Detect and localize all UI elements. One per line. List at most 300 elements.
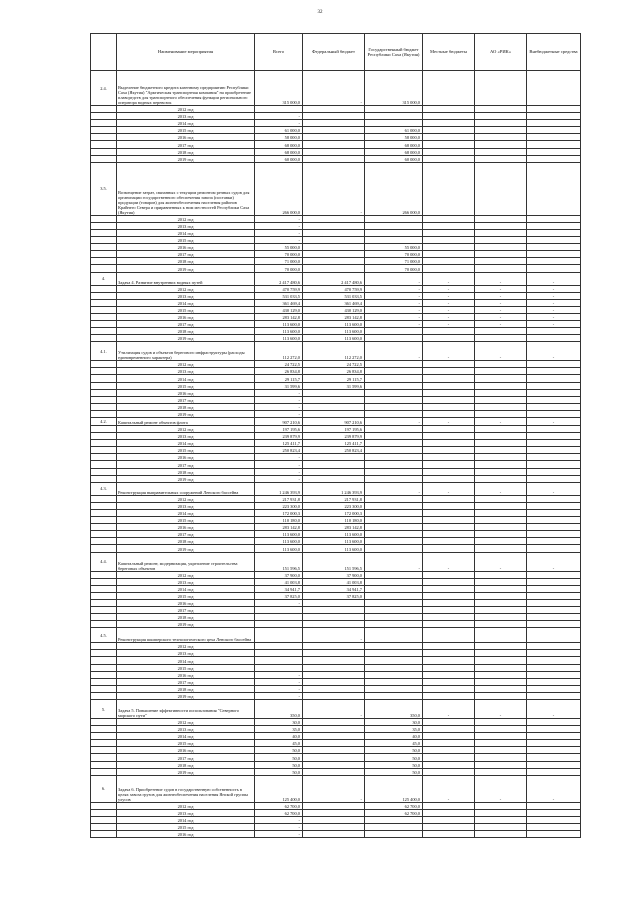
total-cell [255, 643, 303, 650]
republic-cell: 45,0 [365, 740, 423, 747]
rik-cell [475, 606, 527, 613]
local-cell [423, 643, 475, 650]
rik-cell [475, 426, 527, 433]
republic-cell: 70 000,0 [365, 251, 423, 258]
republic-cell [365, 664, 423, 671]
extrabudget-cell: - [527, 418, 581, 426]
year-row [91, 685, 581, 692]
federal-cell [303, 113, 365, 120]
row-number-cell [91, 127, 117, 134]
republic-cell [365, 113, 423, 120]
extrabudget-cell [527, 545, 581, 552]
total-cell: 62 700,0 [255, 809, 303, 816]
total-cell: - [255, 468, 303, 475]
row-number-cell [91, 740, 117, 747]
federal-cell: 113 600,0 [303, 320, 365, 327]
extrabudget-cell [527, 802, 581, 809]
federal-cell: 197 195,6 [303, 426, 365, 433]
year-cell: 2019 год [117, 621, 255, 628]
year-row [91, 134, 581, 141]
republic-cell: 58 000,0 [365, 134, 423, 141]
rik-cell [475, 127, 527, 134]
rik-cell [475, 747, 527, 754]
rik-cell [475, 809, 527, 816]
rik-cell [475, 538, 527, 545]
total-cell: 250 823,4 [255, 447, 303, 454]
year-cell: 2015 год [117, 127, 255, 134]
federal-cell [303, 657, 365, 664]
rik-cell [475, 410, 527, 417]
row-number-cell [91, 113, 117, 120]
extrabudget-cell [527, 229, 581, 236]
header-local: Местные бюджеты [423, 34, 475, 71]
federal-cell [303, 692, 365, 699]
local-cell [423, 671, 475, 678]
year-cell: 2013 год [117, 222, 255, 229]
republic-cell [365, 368, 423, 375]
year-row [91, 313, 581, 320]
year-cell: 2018 год [117, 614, 255, 621]
row-number-cell [91, 545, 117, 552]
total-cell: - [255, 113, 303, 120]
republic-cell: 266 000,0 [365, 162, 423, 215]
republic-cell: - [365, 418, 423, 426]
year-cell: 2017 год [117, 320, 255, 327]
federal-cell: - [303, 71, 365, 106]
row-number-cell [91, 306, 117, 313]
year-cell: 2018 год [117, 685, 255, 692]
republic-cell: 68 000,0 [365, 148, 423, 155]
extrabudget-cell [527, 361, 581, 368]
local-cell [423, 120, 475, 127]
total-cell [255, 664, 303, 671]
row-number-cell [91, 678, 117, 685]
total-cell: 50,0 [255, 747, 303, 754]
total-cell: 907 210,6 [255, 418, 303, 426]
extrabudget-cell [527, 382, 581, 389]
row-number-cell [91, 531, 117, 538]
republic-cell [365, 468, 423, 475]
local-cell [423, 468, 475, 475]
federal-cell: 24 722,5 [303, 361, 365, 368]
rik-cell [475, 468, 527, 475]
extrabudget-cell: - [527, 313, 581, 320]
year-row [91, 768, 581, 775]
local-cell [423, 361, 475, 368]
year-row [91, 113, 581, 120]
year-cell: 2018 год [117, 328, 255, 335]
local-cell [423, 495, 475, 502]
year-row [91, 664, 581, 671]
federal-cell [303, 251, 365, 258]
year-cell: 2019 год [117, 768, 255, 775]
federal-cell: 470 759,9 [303, 285, 365, 292]
row-number-cell [91, 502, 117, 509]
local-cell [423, 747, 475, 754]
year-cell: 2015 год [117, 664, 255, 671]
total-cell: - [255, 403, 303, 410]
row-number-cell [91, 292, 117, 299]
total-cell: 283 142,8 [255, 524, 303, 531]
federal-cell [303, 106, 365, 113]
federal-cell [303, 410, 365, 417]
total-cell: 531 033,5 [255, 292, 303, 299]
year-cell: 2012 год [117, 571, 255, 578]
rik-cell [475, 328, 527, 335]
year-row [91, 299, 581, 306]
rik-cell [475, 802, 527, 809]
republic-cell [365, 650, 423, 657]
year-row [91, 410, 581, 417]
republic-cell [365, 671, 423, 678]
republic-cell [365, 585, 423, 592]
republic-cell [365, 361, 423, 368]
year-row [91, 328, 581, 335]
extrabudget-cell [527, 578, 581, 585]
year-row [91, 831, 581, 838]
year-row [91, 740, 581, 747]
federal-cell [303, 809, 365, 816]
year-cell: 2019 год [117, 265, 255, 272]
row-number-cell [91, 802, 117, 809]
row-number-cell [91, 361, 117, 368]
year-cell: 2014 год [117, 120, 255, 127]
rik-cell [475, 754, 527, 761]
federal-cell [303, 733, 365, 740]
row-number-cell: 4. [91, 272, 117, 285]
rik-cell [475, 719, 527, 726]
year-row [91, 396, 581, 403]
row-number-cell [91, 692, 117, 699]
rik-cell [475, 237, 527, 244]
total-cell: - [255, 816, 303, 823]
total-cell: 37 900,0 [255, 571, 303, 578]
year-row [91, 692, 581, 699]
local-cell [423, 509, 475, 516]
year-cell: 2017 год [117, 141, 255, 148]
local-cell [423, 726, 475, 733]
extrabudget-cell [527, 599, 581, 606]
local-cell [423, 802, 475, 809]
rik-cell: - [475, 299, 527, 306]
total-cell: 26 834,8 [255, 368, 303, 375]
year-row [91, 657, 581, 664]
year-cell: 2012 год [117, 495, 255, 502]
republic-cell: 50,0 [365, 761, 423, 768]
total-cell: 50,0 [255, 754, 303, 761]
federal-cell [303, 403, 365, 410]
row-number-cell [91, 155, 117, 162]
rik-cell [475, 495, 527, 502]
year-cell: 2016 год [117, 524, 255, 531]
activity-row [91, 162, 581, 215]
extrabudget-cell [527, 106, 581, 113]
year-row [91, 809, 581, 816]
local-cell [423, 251, 475, 258]
header-total: Всего [255, 34, 303, 71]
extrabudget-cell [527, 403, 581, 410]
local-cell [423, 692, 475, 699]
total-cell: 361 469,4 [255, 299, 303, 306]
local-cell [423, 389, 475, 396]
row-number-cell [91, 650, 117, 657]
extrabudget-cell [527, 113, 581, 120]
total-cell: - [255, 215, 303, 222]
total-cell: 60 000,0 [255, 155, 303, 162]
total-cell: 2 417 480,6 [255, 272, 303, 285]
extrabudget-cell [527, 509, 581, 516]
rik-cell [475, 475, 527, 482]
rik-cell [475, 389, 527, 396]
total-cell: 112 272,0 [255, 342, 303, 361]
republic-cell: - [365, 342, 423, 361]
rik-cell [475, 509, 527, 516]
local-cell [423, 578, 475, 585]
year-row [91, 148, 581, 155]
year-row [91, 606, 581, 613]
local-cell [423, 222, 475, 229]
extrabudget-cell [527, 141, 581, 148]
extrabudget-cell [527, 816, 581, 823]
local-cell [423, 650, 475, 657]
republic-cell: 71 000,0 [365, 258, 423, 265]
rik-cell [475, 650, 527, 657]
row-number-cell [91, 761, 117, 768]
year-row [91, 155, 581, 162]
year-row [91, 382, 581, 389]
federal-cell [303, 461, 365, 468]
extrabudget-cell [527, 517, 581, 524]
republic-cell: 50,0 [365, 754, 423, 761]
year-cell: 2019 год [117, 335, 255, 342]
federal-cell [303, 155, 365, 162]
republic-cell [365, 606, 423, 613]
local-cell [423, 685, 475, 692]
year-row [91, 433, 581, 440]
federal-cell: 283 142,8 [303, 524, 365, 531]
republic-cell [365, 106, 423, 113]
rik-cell [475, 265, 527, 272]
header-num [91, 34, 117, 71]
extrabudget-cell [527, 664, 581, 671]
row-number-cell [91, 313, 117, 320]
year-cell: 2014 год [117, 816, 255, 823]
extrabudget-cell [527, 606, 581, 613]
year-cell: 2012 год [117, 719, 255, 726]
year-row [91, 215, 581, 222]
extrabudget-cell [527, 454, 581, 461]
row-number-cell [91, 754, 117, 761]
total-cell: 62 700,0 [255, 802, 303, 809]
year-cell: 2017 год [117, 396, 255, 403]
local-cell [423, 678, 475, 685]
year-row [91, 678, 581, 685]
local-cell: - [423, 299, 475, 306]
federal-cell [303, 475, 365, 482]
rik-cell [475, 447, 527, 454]
extrabudget-cell [527, 475, 581, 482]
local-cell [423, 375, 475, 382]
total-cell: - [255, 824, 303, 831]
total-cell: 197 195,6 [255, 426, 303, 433]
republic-cell [365, 120, 423, 127]
rik-cell: - [475, 775, 527, 802]
republic-cell [365, 382, 423, 389]
rik-cell [475, 768, 527, 775]
row-number-cell [91, 375, 117, 382]
row-number-cell [91, 222, 117, 229]
republic-cell: 68 000,0 [365, 141, 423, 148]
total-cell: - [255, 229, 303, 236]
year-row [91, 531, 581, 538]
year-row [91, 468, 581, 475]
year-cell: 2018 год [117, 403, 255, 410]
row-number-cell: 4.2. [91, 418, 117, 426]
federal-cell [303, 244, 365, 251]
year-cell: 2017 год [117, 531, 255, 538]
rik-cell [475, 502, 527, 509]
federal-cell: 29 115,7 [303, 375, 365, 382]
total-cell [255, 106, 303, 113]
row-number-cell [91, 368, 117, 375]
year-row [91, 454, 581, 461]
republic-cell [365, 389, 423, 396]
row-number-cell [91, 454, 117, 461]
rik-cell [475, 162, 527, 215]
row-number-cell [91, 664, 117, 671]
total-cell: 50,0 [255, 761, 303, 768]
republic-cell [365, 410, 423, 417]
extrabudget-cell [527, 222, 581, 229]
republic-cell [365, 524, 423, 531]
row-number-cell: 4.1. [91, 342, 117, 361]
rik-cell [475, 685, 527, 692]
local-cell: - [423, 313, 475, 320]
local-cell [423, 433, 475, 440]
republic-cell: 40,0 [365, 733, 423, 740]
republic-cell [365, 824, 423, 831]
row-number-cell [91, 148, 117, 155]
rik-cell [475, 831, 527, 838]
extrabudget-cell [527, 628, 581, 643]
rik-cell [475, 440, 527, 447]
row-number-cell [91, 106, 117, 113]
extrabudget-cell [527, 251, 581, 258]
year-cell: 2013 год [117, 433, 255, 440]
extrabudget-cell: - [527, 272, 581, 285]
extrabudget-cell [527, 134, 581, 141]
total-cell: - [255, 461, 303, 468]
rik-cell [475, 657, 527, 664]
rik-cell [475, 524, 527, 531]
year-cell: 2012 год [117, 361, 255, 368]
year-row [91, 571, 581, 578]
republic-cell: - [365, 285, 423, 292]
year-cell: 2018 год [117, 538, 255, 545]
extrabudget-cell: - [527, 320, 581, 327]
row-number-cell [91, 592, 117, 599]
local-cell [423, 824, 475, 831]
republic-cell: - [365, 313, 423, 320]
rik-cell [475, 433, 527, 440]
total-cell: 30,0 [255, 719, 303, 726]
year-row [91, 426, 581, 433]
row-number-cell [91, 251, 117, 258]
row-number-cell [91, 244, 117, 251]
row-number-cell [91, 335, 117, 342]
federal-cell [303, 120, 365, 127]
extrabudget-cell [527, 524, 581, 531]
local-cell [423, 328, 475, 335]
year-cell: 2012 год [117, 215, 255, 222]
local-cell [423, 148, 475, 155]
total-cell: 110 180,0 [255, 517, 303, 524]
extrabudget-cell [527, 761, 581, 768]
local-cell [423, 761, 475, 768]
header-rik: АО «РИК» [475, 34, 527, 71]
republic-cell: 35,0 [365, 726, 423, 733]
rik-cell [475, 643, 527, 650]
local-cell [423, 571, 475, 578]
federal-cell: 223 300,0 [303, 502, 365, 509]
federal-cell: 37 825,0 [303, 592, 365, 599]
extrabudget-cell [527, 747, 581, 754]
total-cell: 113 600,0 [255, 335, 303, 342]
local-cell [423, 106, 475, 113]
year-row [91, 461, 581, 468]
rik-cell [475, 454, 527, 461]
activity-row [91, 775, 581, 802]
row-number-cell [91, 816, 117, 823]
extrabudget-cell [527, 726, 581, 733]
local-cell: - [423, 482, 475, 495]
total-cell: 29 115,7 [255, 375, 303, 382]
extrabudget-cell [527, 614, 581, 621]
year-row [91, 258, 581, 265]
rik-cell [475, 671, 527, 678]
total-cell: 470 759,9 [255, 285, 303, 292]
row-number-cell [91, 320, 117, 327]
total-cell: 266 000,0 [255, 162, 303, 215]
local-cell [423, 71, 475, 106]
republic-cell [365, 335, 423, 342]
activity-row [91, 272, 581, 285]
federal-cell: 250 823,4 [303, 447, 365, 454]
extrabudget-cell [527, 258, 581, 265]
rik-cell [475, 621, 527, 628]
local-cell [423, 831, 475, 838]
year-cell: 2019 год [117, 692, 255, 699]
republic-cell [365, 692, 423, 699]
local-cell: - [423, 700, 475, 719]
local-cell [423, 454, 475, 461]
activity-name-cell: Капитальный ремонт объектов флота [117, 418, 255, 426]
federal-cell [303, 396, 365, 403]
row-number-cell [91, 237, 117, 244]
local-cell [423, 396, 475, 403]
rik-cell [475, 244, 527, 251]
local-cell [423, 733, 475, 740]
table-body [91, 71, 581, 838]
row-number-cell [91, 447, 117, 454]
federal-cell [303, 141, 365, 148]
rik-cell: - [475, 418, 527, 426]
row-number-cell [91, 599, 117, 606]
local-cell [423, 592, 475, 599]
year-row [91, 650, 581, 657]
extrabudget-cell [527, 468, 581, 475]
extrabudget-cell [527, 657, 581, 664]
